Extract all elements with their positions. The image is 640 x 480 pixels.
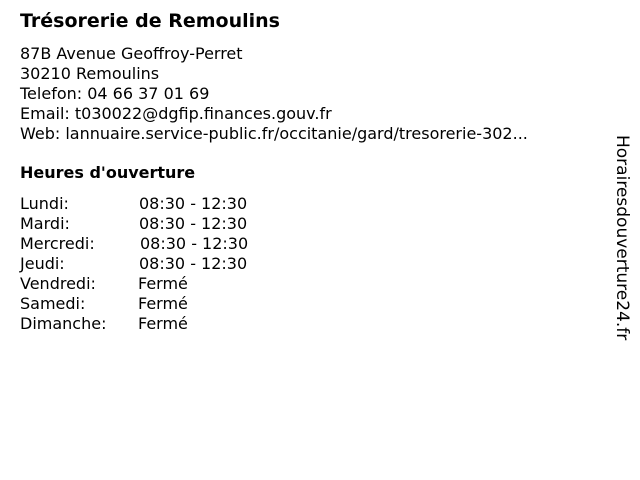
page-title: Trésorerie de Remoulins	[20, 10, 280, 32]
hours-row-dimanche	[20, 314, 340, 334]
opening-hours-table	[20, 194, 340, 334]
site-watermark: Horairesdouverture24.fr	[612, 135, 632, 341]
address-city: 30210 Remoulins	[20, 64, 160, 83]
day-label: Mercredi:	[20, 234, 95, 253]
time-value: 08:30 - 12:30	[139, 194, 248, 213]
day-label: Jeudi:	[20, 254, 65, 273]
hours-row-samedi	[20, 294, 340, 314]
day-label: Vendredi:	[20, 274, 96, 293]
time-value: Fermé	[138, 314, 188, 333]
hours-row-mardi	[20, 214, 340, 234]
hours-row-lundi	[20, 194, 340, 214]
time-value: 08:30 - 12:30	[139, 254, 248, 273]
phone-text: Telefon: 04 66 37 01 69	[20, 84, 210, 103]
email-text: Email: t030022@dgfip.finances.gouv.fr	[20, 104, 332, 123]
day-label: Lundi:	[20, 194, 69, 213]
day-label: Dimanche:	[20, 314, 107, 333]
day-label: Mardi:	[20, 214, 70, 233]
web-text: Web: lannuaire.service-public.fr/occitanie/gard/tresorerie-302...	[20, 124, 528, 143]
time-value: 08:30 - 12:30	[140, 234, 249, 253]
hours-row-jeudi	[20, 254, 340, 274]
hours-heading: Heures d'ouverture	[20, 163, 196, 182]
time-value: Fermé	[138, 274, 188, 293]
time-value: 08:30 - 12:30	[139, 214, 248, 233]
hours-row-mercredi	[20, 234, 340, 254]
contact-info	[20, 44, 528, 144]
time-value: Fermé	[138, 294, 188, 313]
address-street: 87B Avenue Geoffroy-Perret	[20, 44, 243, 63]
hours-row-vendredi	[20, 274, 340, 294]
day-label: Samedi:	[20, 294, 86, 313]
